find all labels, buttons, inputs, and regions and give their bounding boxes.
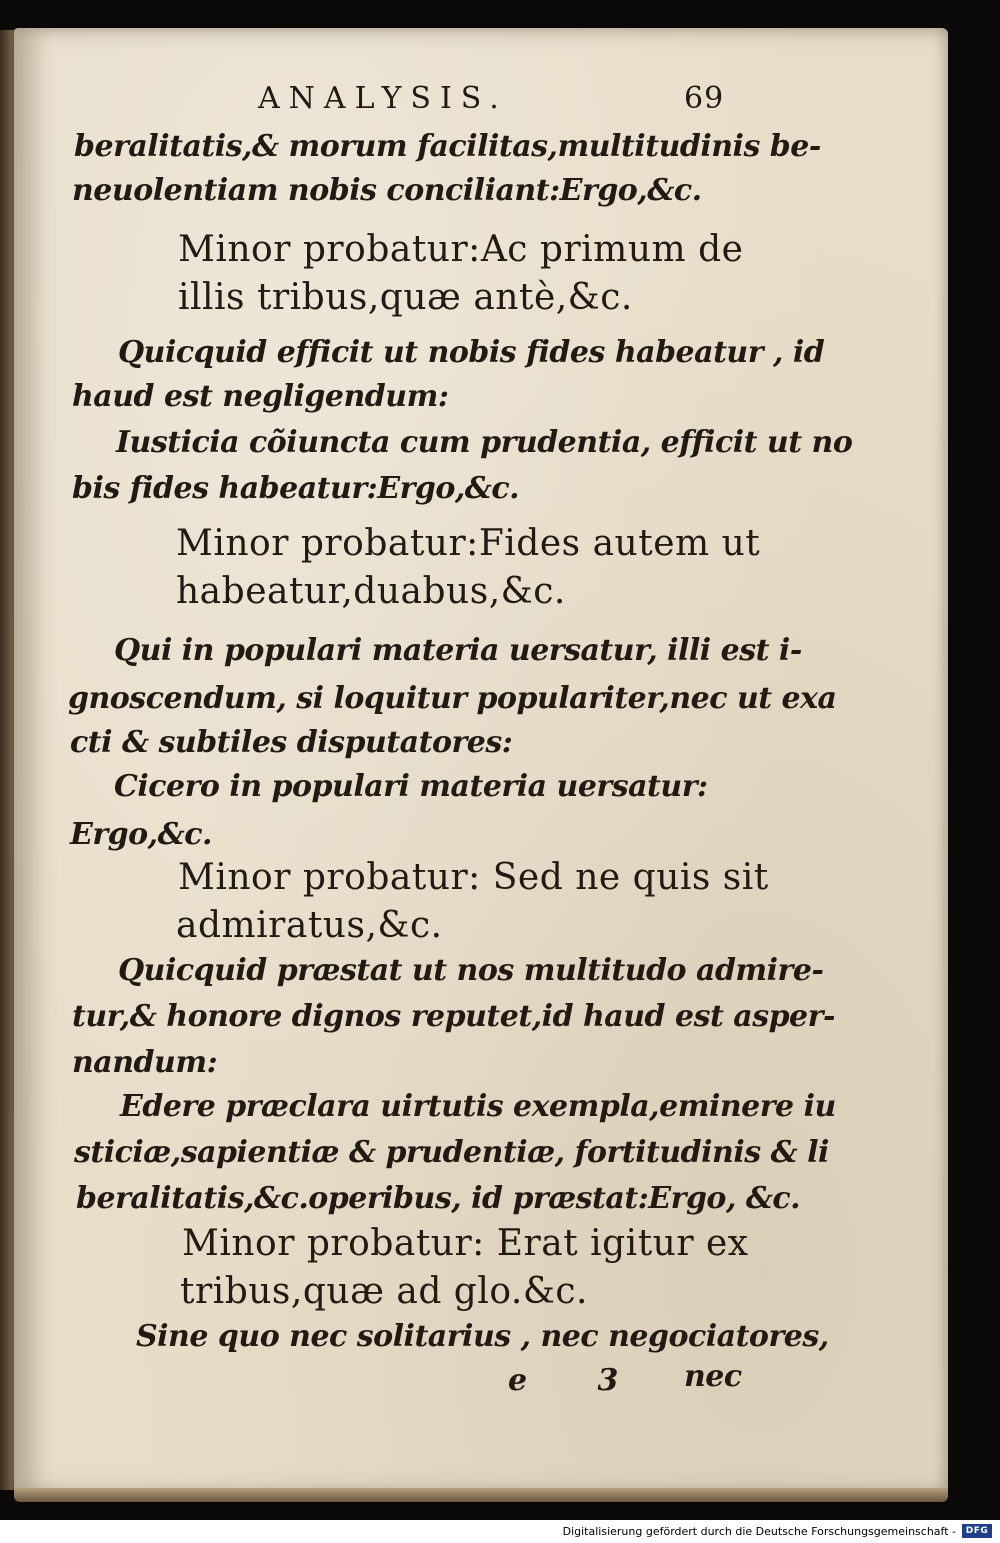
text-line: haud est negligendum:	[72, 379, 449, 414]
text-line: beralitatis,&c.operibus, id præstat:Ergo, &c.	[76, 1181, 801, 1216]
text-line: tur,& honore dignos reputet,id haud est asper-	[72, 999, 835, 1034]
running-title: ANALYSIS.	[258, 81, 508, 116]
text-line: habeatur,duabus,&c.	[176, 571, 566, 612]
text-line: Minor probatur: Erat igitur ex	[182, 1223, 749, 1264]
text-line: Qui in populari materia uersatur, illi est i-	[114, 633, 802, 668]
dfg-logo[interactable]: DFG	[962, 1524, 992, 1538]
text-line: neuolentiam nobis conciliant:Ergo,&c.	[72, 173, 702, 208]
text-line: Ergo,&c.	[70, 817, 212, 852]
text-line: illis tribus,quæ antè,&c.	[178, 277, 633, 318]
text-line: tribus,quæ ad glo.&c.	[180, 1271, 588, 1312]
text-line: Cicero in populari materia uersatur:	[114, 769, 708, 804]
text-line: Iusticia cõiuncta cum prudentia, efficit ut no	[116, 425, 853, 460]
text-line: Sine quo nec solitarius , nec negociatores,	[136, 1319, 829, 1354]
signature-mark: e 3	[508, 1363, 649, 1398]
credit-bar	[0, 1520, 1000, 1543]
text-line: cti & subtiles disputatores:	[70, 725, 513, 760]
text-line: nandum:	[72, 1045, 218, 1080]
text-line: Minor probatur: Sed ne quis sit	[178, 857, 769, 898]
page-number: 69	[684, 81, 725, 116]
text-line: bis fides habeatur:Ergo,&c.	[72, 471, 520, 506]
text-line: Quicquid efficit ut nobis fides habeatur , id	[118, 335, 825, 370]
text-line: gnoscendum, si loquitur populariter,nec ut exa	[68, 681, 837, 716]
text-line: sticiæ,sapientiæ & prudentiæ, fortitudinis & li	[74, 1135, 829, 1170]
text-line: Quicquid præstat ut nos multitudo admire-	[118, 953, 824, 988]
text-line: beralitatis,& morum facilitas,multitudinis be-	[74, 129, 821, 164]
text-line: Edere præclara uirtutis exempla,eminere iu	[120, 1089, 836, 1124]
text-line: Minor probatur:Fides autem ut	[176, 523, 761, 564]
text-line: admiratus,&c.	[176, 905, 443, 946]
text-line: Minor probatur:Ac primum de	[178, 229, 744, 270]
page-edge	[14, 1488, 948, 1502]
credit-text: Digitalisierung gefördert durch die Deutsche Forschungsgemeinschaft -	[562, 1525, 956, 1538]
catchword: nec	[684, 1359, 742, 1394]
